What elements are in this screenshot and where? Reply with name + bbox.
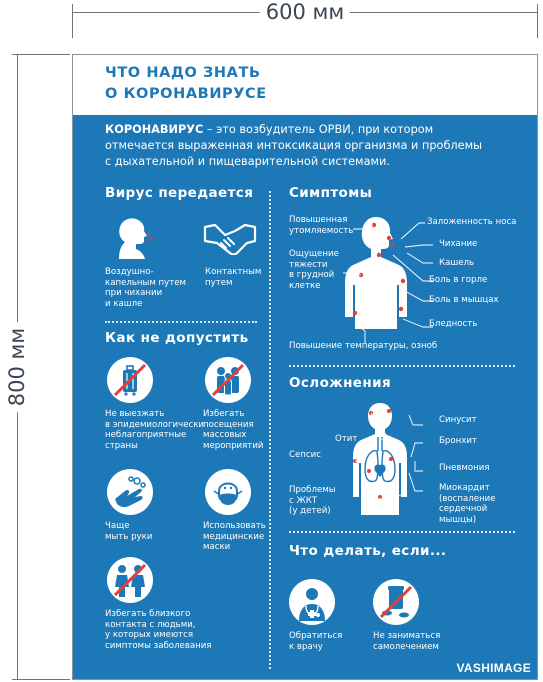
prevention-hand-wash-caption: Чаще мыть руки xyxy=(105,521,153,542)
cough-head-icon xyxy=(109,215,155,261)
height-label: 800 мм xyxy=(5,322,29,412)
prevention-no-crowds-caption: Избегать посещения массовых мероприятий xyxy=(203,409,264,451)
intro-text xyxy=(105,122,515,170)
complication-otitis-label: Отит xyxy=(335,434,358,444)
complication-sepsis-label: Сепсис xyxy=(289,450,321,460)
poster-header xyxy=(73,55,537,115)
width-dimension-tick-left xyxy=(72,4,73,38)
transmission-title: Вирус передается xyxy=(105,185,254,201)
intro-line1: – это возбудитель ОРВИ, при котором xyxy=(203,123,434,136)
intro-line2: отмечается выраженная интоксикация организма и проблемы xyxy=(105,139,483,152)
right-divider-2 xyxy=(289,531,515,533)
poster-title xyxy=(105,63,267,105)
prevention-title: Как не допустить xyxy=(105,330,249,346)
no-contact-icon xyxy=(107,557,153,603)
symptom-chest-label: Ощущение тяжести в грудной клетке xyxy=(289,249,339,291)
height-dimension-tick-top xyxy=(12,54,70,55)
actions-title: Что делать, если... xyxy=(289,543,447,559)
right-divider-1 xyxy=(289,365,515,367)
column-divider xyxy=(269,191,271,669)
medical-mask-icon xyxy=(205,469,251,515)
complication-sinusitis-label: Синусит xyxy=(439,415,477,425)
handshake-icon xyxy=(203,221,257,255)
no-travel-icon xyxy=(107,357,153,403)
height-dimension xyxy=(0,54,40,680)
poster xyxy=(72,54,538,680)
symptom-fatigue-label: Повышенная утомляемость xyxy=(289,215,354,236)
doctor-icon xyxy=(289,579,335,625)
complication-gi-label: Проблемы с ЖКТ (у детей) xyxy=(289,485,336,517)
no-self-medication-icon xyxy=(373,579,419,625)
width-dimension xyxy=(72,0,538,26)
hand-wash-icon xyxy=(107,469,153,515)
symptom-sneeze-label: Чихание xyxy=(439,239,478,249)
action-no-self-medication-caption: Не заниматься самолечением xyxy=(373,631,441,652)
prevention-no-contact-caption: Избегать близкого контакта с людьми, у которых имеются симптомы заболевания xyxy=(105,609,212,651)
symptom-muscle-label: Боль в мышцах xyxy=(429,295,499,305)
watermark: VASHIMAGE xyxy=(456,661,531,675)
poster-title-line1: ЧТО НАДО ЗНАТЬ xyxy=(105,65,261,81)
poster-title-line2: О КОРОНАВИРУСЕ xyxy=(105,86,267,102)
symptom-throat-label: Боль в горле xyxy=(429,275,488,285)
intro-keyword: КОРОНАВИРУС xyxy=(105,123,204,136)
action-doctor-caption: Обратиться к врачу xyxy=(289,631,343,652)
complications-title: Осложнения xyxy=(289,375,392,391)
no-crowds-icon xyxy=(205,357,251,403)
prevention-mask-caption: Использовать медицинские маски xyxy=(203,521,266,553)
symptoms-title: Симптомы xyxy=(289,185,373,201)
width-label: 600 мм xyxy=(260,0,350,24)
symptom-fever-label: Повышение температуры, озноб xyxy=(289,341,438,351)
transmission-contact-caption: Контактным путем xyxy=(205,267,262,288)
complication-bronchitis-label: Бронхит xyxy=(439,436,477,446)
transmission-airborne-caption: Воздушно- капельным путем при чихании и кашле xyxy=(105,267,187,309)
complication-myocarditis-label: Миокардит (воспаление сердечной мышцы) xyxy=(439,483,496,525)
width-dimension-tick-right xyxy=(537,4,538,38)
complication-pneumonia-label: Пневмония xyxy=(439,463,490,473)
symptom-pallor-label: Бледность xyxy=(429,319,478,329)
left-divider-1 xyxy=(105,321,257,323)
symptom-cough-label: Кашель xyxy=(439,258,475,268)
height-dimension-tick-bottom xyxy=(12,679,70,680)
symptom-nose-label: Заложенность носа xyxy=(427,217,517,227)
intro-line3: с дыхательной и пищеварительной системами. xyxy=(105,155,390,168)
prevention-no-travel-caption: Не выезжать в эпидемиологически неблагоприятные страны xyxy=(105,409,204,451)
